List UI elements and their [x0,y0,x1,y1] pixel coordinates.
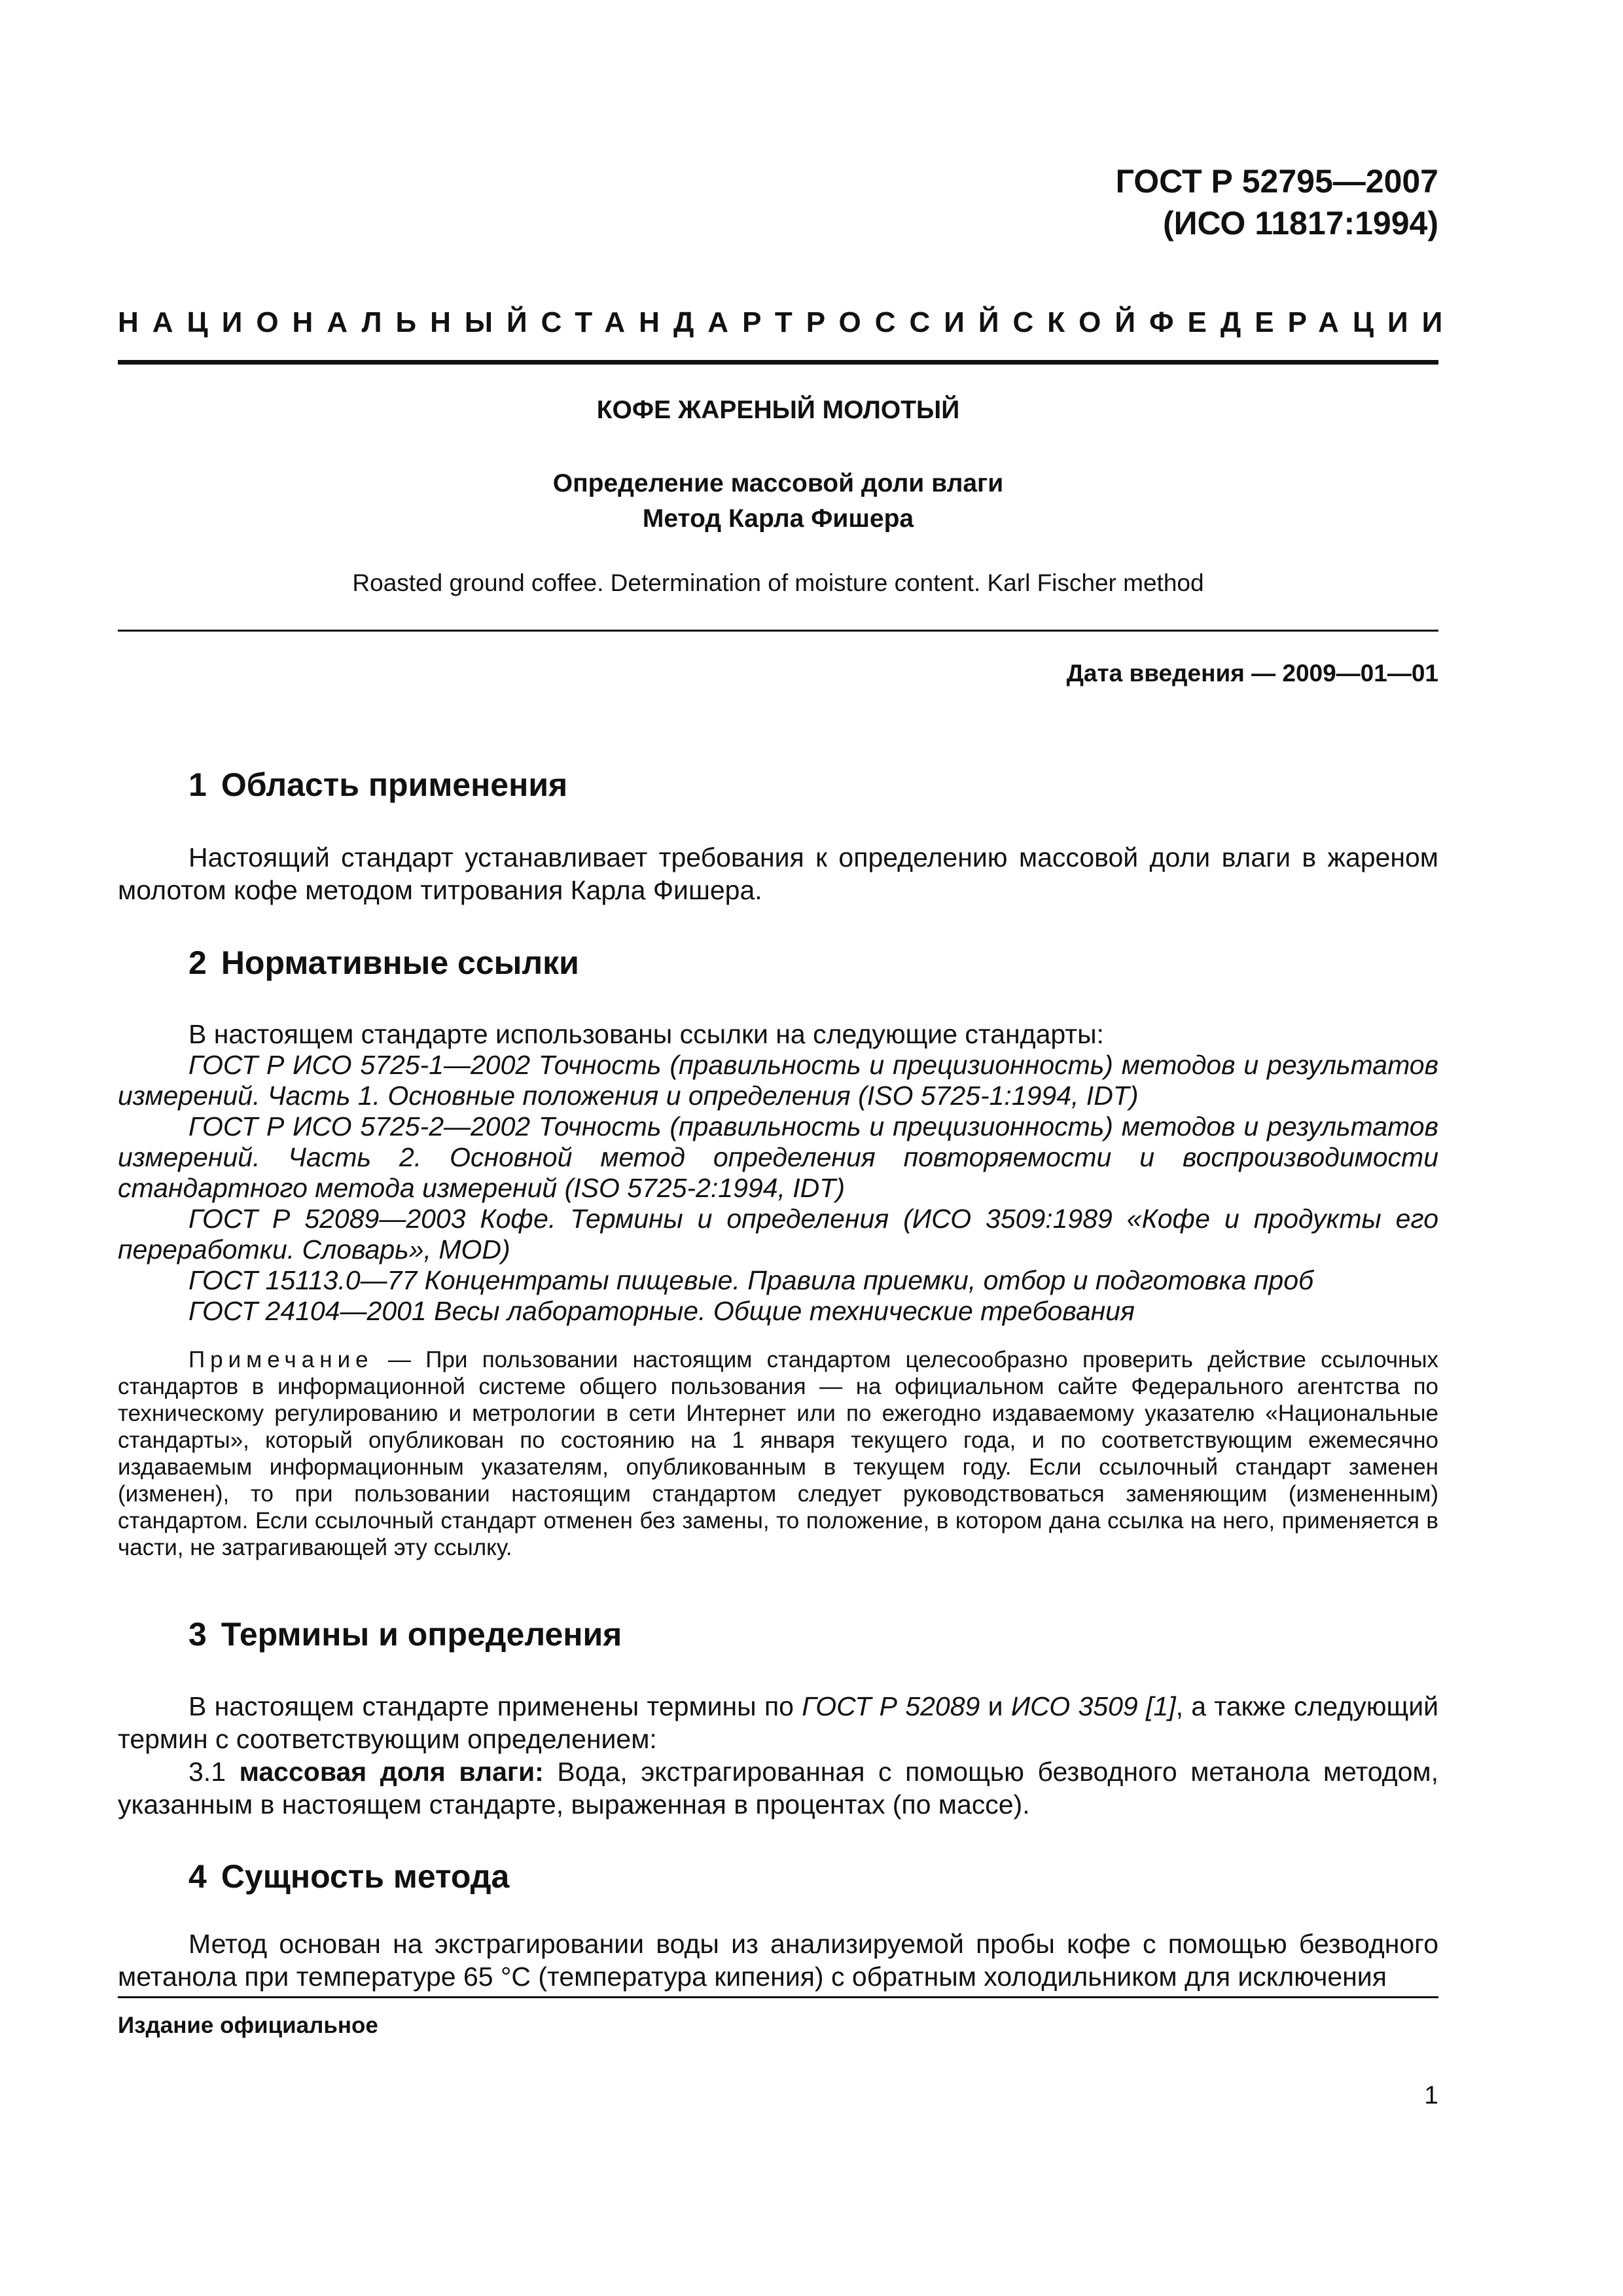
section-2-intro: В настоящем стандарте использованы ссылки на следующие стандарты: [188,1019,1104,1049]
national-title-word: ФЕДЕРАЦИИ [1149,306,1457,338]
reference-link: ИСО 3509 [1] [1010,1691,1176,1721]
section-number: 3 [188,1616,207,1653]
header-divider [118,360,1438,365]
reference-link: ГОСТ Р 52089 [802,1691,980,1721]
text-run: , а также следующий термин с соответствующим определением: [118,1691,1438,1754]
normative-reference: ГОСТ 15113.0—77 Концентраты пищевые. Правила приемки, отбор и подготовка проб [188,1265,1314,1295]
section-3-heading [188,1615,622,1653]
section-title: Сущность метода [221,1858,510,1895]
normative-reference: ГОСТ Р ИСО 5725-1—2002 Точность (правильность и прецизионность) методов и результатов измерений. Часть 1. Основные положения и определения (ISO 5725-1:1994, IDT) [118,1050,1438,1111]
text-run: и [980,1691,1011,1721]
section-2-heading [188,944,579,982]
text-run: В настоящем стандарте применены термины по [188,1691,802,1721]
doc-number: ГОСТ Р 52795—2007 [1115,163,1438,200]
term-name: массовая доля влаги: [239,1757,544,1787]
national-title-word: СТАНДАРТ [541,306,806,338]
section-title: Термины и определения [221,1616,622,1653]
english-title: Roasted ground coffee. Determination of moisture content. Karl Fischer method [352,569,1204,596]
subtitle-line: Определение массовой доли влаги [552,469,1004,497]
section-1-text: Настоящий стандарт устанавливает требования к определению массовой доли влаги в жареном молотом кофе методом титрования Карла Фишера. [118,842,1438,905]
section-title: Область применения [221,766,568,803]
section-3-text [118,1690,1438,1755]
introduction-date: Дата введения — 2009—01—01 [1066,660,1438,687]
document-subtitle [118,466,1438,537]
normative-reference: ГОСТ Р 52089—2003 Кофе. Термины и определения (ИСО 3509:1989 «Кофе и продукты его переработки. Словарь», MOD) [118,1204,1438,1265]
document-title: КОФЕ ЖАРЕНЫЙ МОЛОТЫЙ [596,396,960,424]
term-text: Вода, экстрагированная с помощью безводного метанола методом, указанным в настоящем стандарте, выраженная в процентах (по массе). [118,1757,1438,1820]
title-divider [118,630,1438,632]
section-number: 2 [188,944,207,981]
section-2-note [118,1346,1438,1561]
section-4-heading [188,1857,509,1895]
national-standard-title [118,306,1457,339]
section-1-heading [188,766,567,804]
note-label: Примечание [188,1347,374,1372]
official-edition-label: Издание официальное [118,2013,378,2038]
note-text: — При пользовании настоящим стандартом целесообразно проверить действие ссылочных стандартов в информационной системе общего пользования — на официальном сайте Федерального агентства по техническому регулированию и метрологии в сети Интернет или по ежегодно издаваемому указателю «Национальные стандарты», который опубликован по состоянию на 1 января текущего года, и по соответствующим ежемесячно издаваемым информационным указателям, опубликованным в текущем году. Если ссылочный стандарт заменен (изменен), то при пользовании настоящим стандартом следует руководствоваться заменяющим (измененным) стандартом. Если ссылочный стандарт отменен без замены, то положение, в котором дана ссылка на него, применяется в части, не затрагивающей эту ссылку. [118,1347,1438,1560]
footer-divider [118,1996,1438,1998]
national-title-word: РОССИЙСКОЙ [806,306,1149,338]
section-title: Нормативные ссылки [221,944,579,981]
section-4-text: Метод основан на экстрагировании воды из анализируемой пробы кофе с помощью безводного метанола при температуре 65 °C (температура кипения) с обратным холодильником для исключения [118,1929,1438,1992]
normative-reference: ГОСТ 24104—2001 Весы лабораторные. Общие технические требования [188,1296,1135,1326]
term-definition [118,1755,1438,1821]
section-number: 1 [188,766,207,803]
section-number: 4 [188,1858,207,1895]
page-number: 1 [1424,2081,1438,2109]
national-title-word: НАЦИОНАЛЬНЫЙ [118,306,541,338]
normative-reference: ГОСТ Р ИСО 5725-2—2002 Точность (правильность и прецизионность) методов и результатов измерений. Часть 2. Основной метод определения повторяемости и воспроизводимости стандартного метода измерений (ISO 5725-2:1994, IDT) [118,1111,1438,1203]
subtitle-line: Метод Карла Фишера [642,505,914,533]
iso-number: (ИСО 11817:1994) [1162,205,1438,242]
document-number-block [1116,160,1438,244]
term-number: 3.1 [188,1757,240,1787]
